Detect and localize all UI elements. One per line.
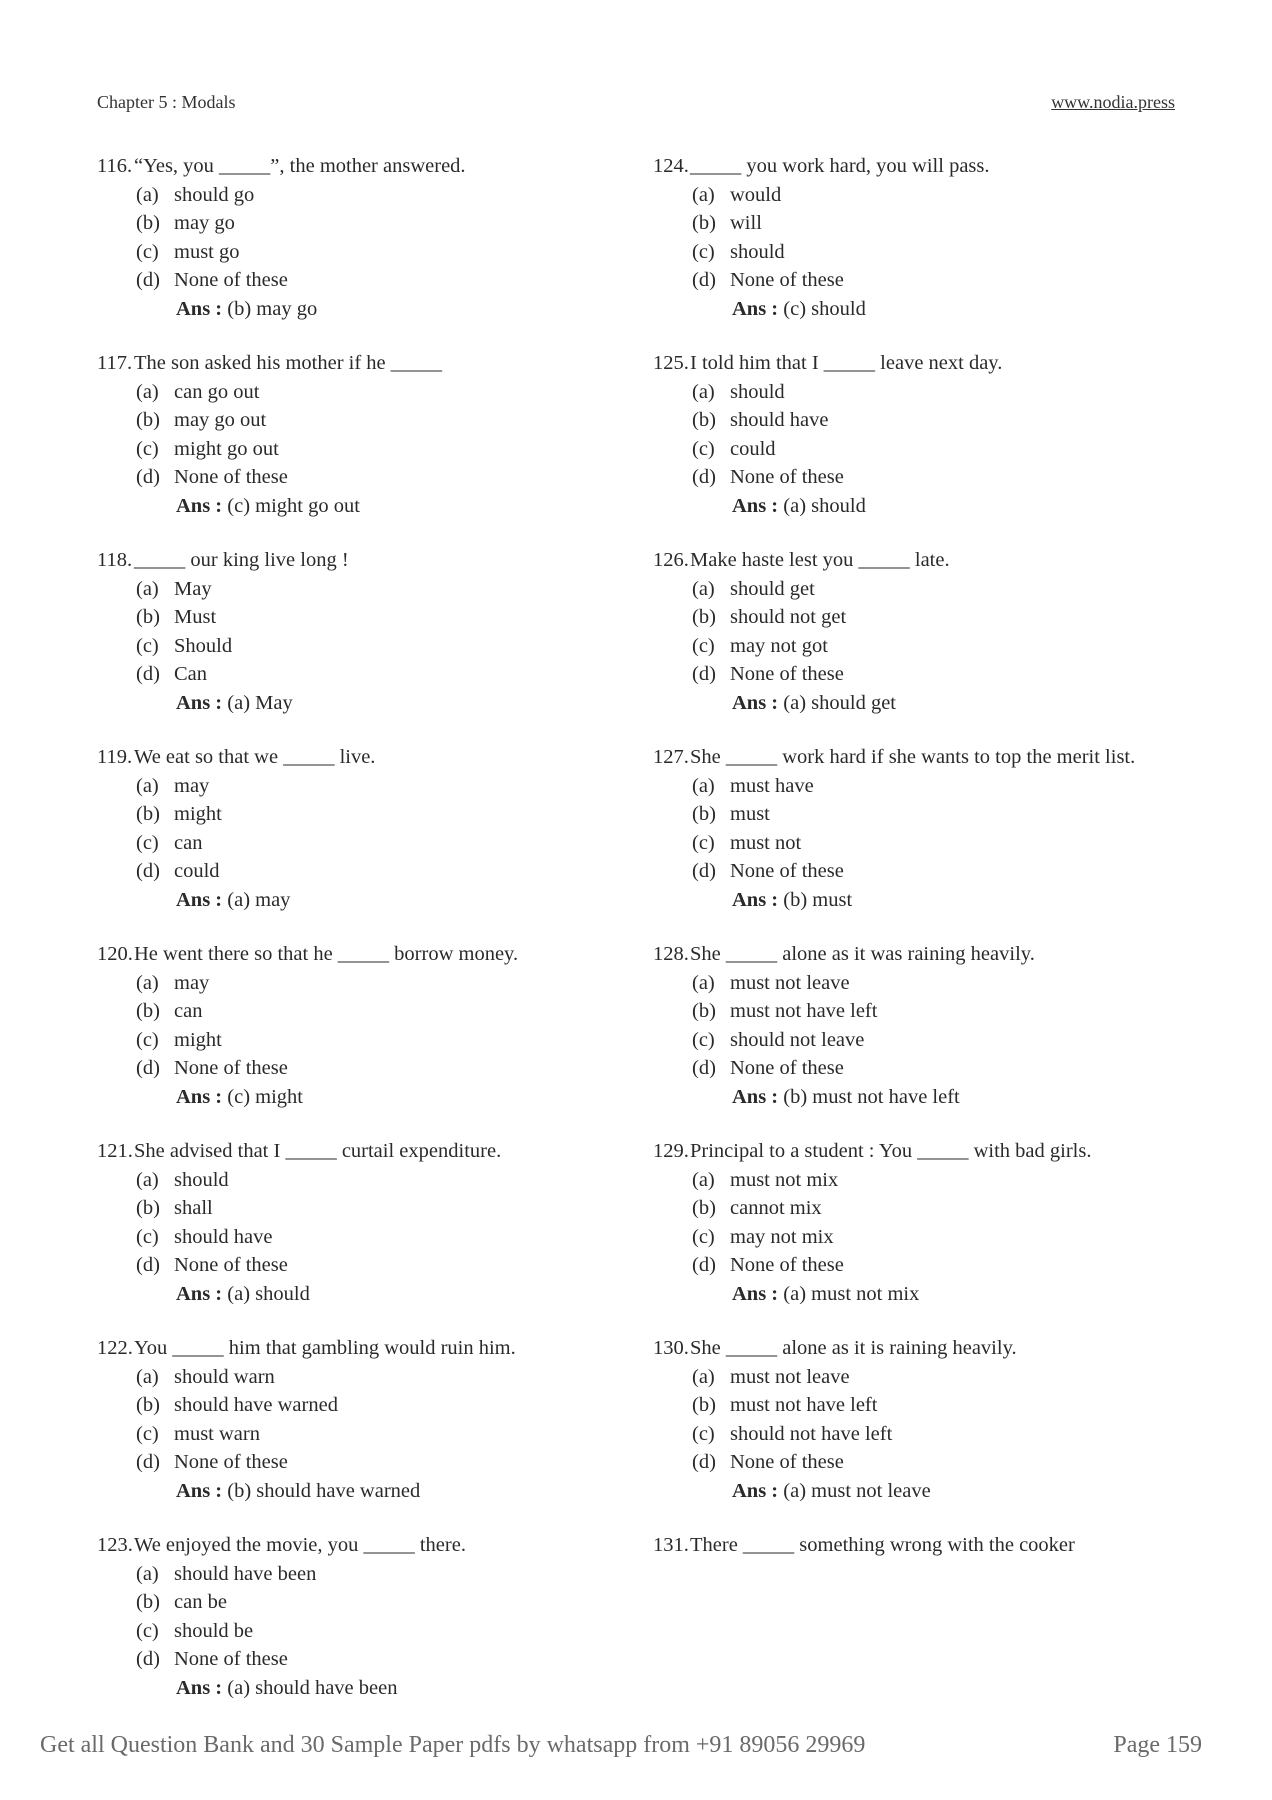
answer-text: (c) should <box>783 297 866 320</box>
answer-label: Ans : <box>176 1085 223 1108</box>
question-line <box>97 546 637 575</box>
option-letter: (c) <box>692 831 715 854</box>
option <box>653 1448 1185 1477</box>
option-text: should have warned <box>174 1394 338 1416</box>
option-text: could <box>174 860 220 882</box>
option-letter: (d) <box>692 1451 716 1473</box>
answer-line <box>97 689 637 718</box>
option-text: None of these <box>730 269 844 291</box>
option <box>653 1194 1185 1223</box>
question-number: 128. <box>653 943 689 965</box>
answer-label: Ans : <box>176 297 223 320</box>
question-number: 130. <box>653 1337 689 1359</box>
question-text: _____ our king live long ! <box>134 549 349 571</box>
option <box>653 406 1185 435</box>
option-letter: (c) <box>692 240 715 263</box>
answer-text: (a) should <box>783 494 866 517</box>
question-text: She _____ alone as it is raining heavily. <box>690 1337 1017 1359</box>
chapter-title: Chapter 5 : Modals <box>97 92 236 112</box>
option-letter: (c) <box>692 1028 715 1051</box>
answer-text: (a) should get <box>783 691 896 714</box>
option-text: may not got <box>730 634 828 657</box>
option-text: should not have left <box>730 1422 893 1445</box>
question-block <box>653 1334 1185 1505</box>
question-block <box>97 546 637 717</box>
answer-line <box>653 295 1185 324</box>
option-text: must not have left <box>730 1000 878 1022</box>
option <box>97 1194 637 1223</box>
option <box>97 181 637 210</box>
option-text: must go <box>174 240 240 263</box>
option-text: None of these <box>730 1057 844 1079</box>
answer-line <box>653 886 1185 915</box>
answer-line <box>653 492 1185 521</box>
option-letter: (a) <box>692 1365 715 1388</box>
question-block <box>97 349 637 520</box>
option-text: should <box>730 240 785 263</box>
question-line <box>653 349 1185 378</box>
option-letter: (a) <box>692 774 715 797</box>
option-text: May <box>174 577 212 600</box>
option-text: Must <box>174 606 217 628</box>
question-number: 121. <box>97 1140 133 1162</box>
option <box>97 463 637 492</box>
option-letter: (c) <box>136 437 159 460</box>
option-letter: (b) <box>136 606 160 628</box>
question-line <box>653 152 1185 181</box>
option-text: None of these <box>174 1451 288 1473</box>
option <box>97 969 637 998</box>
answer-text: (a) must not leave <box>783 1479 931 1502</box>
question-block <box>653 1137 1185 1308</box>
option-letter: (a) <box>692 577 715 600</box>
option-letter: (d) <box>136 860 160 882</box>
option-text: Should <box>174 634 233 657</box>
question-line <box>97 349 637 378</box>
question-text: She advised that I _____ curtail expenditure. <box>134 1140 502 1162</box>
question-line <box>97 940 637 969</box>
answer-line <box>97 1083 637 1112</box>
option-text: should go <box>174 183 255 206</box>
question-text: “Yes, you _____”, the mother answered. <box>134 155 466 177</box>
option-text: should <box>730 380 785 403</box>
option-letter: (c) <box>136 1619 159 1642</box>
option <box>653 238 1185 267</box>
option <box>653 1223 1185 1252</box>
left-column <box>97 152 637 1728</box>
answer-label: Ans : <box>732 1282 779 1305</box>
answer-label: Ans : <box>176 1282 223 1305</box>
option-letter: (a) <box>136 380 159 403</box>
option <box>653 772 1185 801</box>
option <box>97 772 637 801</box>
option-letter: (c) <box>136 634 159 657</box>
option-text: should not get <box>730 606 847 628</box>
question-line <box>653 743 1185 772</box>
option <box>97 1054 637 1083</box>
question-line <box>97 743 637 772</box>
question-line <box>97 1334 637 1363</box>
option <box>653 1251 1185 1280</box>
answer-line <box>97 1674 637 1703</box>
option-letter: (b) <box>692 803 716 825</box>
answer-text: (c) might go out <box>227 494 360 517</box>
answer-label: Ans : <box>732 1085 779 1108</box>
option <box>653 1166 1185 1195</box>
option <box>653 1391 1185 1420</box>
question-line <box>653 1531 1185 1560</box>
option-letter: (d) <box>692 269 716 291</box>
option-text: None of these <box>174 1254 288 1276</box>
question-number: 125. <box>653 352 689 374</box>
option <box>97 660 637 689</box>
option-letter: (b) <box>692 1197 716 1219</box>
option-text: None of these <box>730 860 844 882</box>
question-line <box>97 1137 637 1166</box>
option <box>653 829 1185 858</box>
option-text: cannot mix <box>730 1197 822 1219</box>
option-text: will <box>730 212 762 234</box>
option <box>653 1026 1185 1055</box>
option-letter: (d) <box>136 1451 160 1473</box>
question-number: 120. <box>97 943 133 965</box>
question-number: 124. <box>653 155 689 177</box>
question-number: 119. <box>97 746 133 768</box>
question-block <box>97 1137 637 1308</box>
answer-label: Ans : <box>732 1479 779 1502</box>
option-letter: (c) <box>692 1225 715 1248</box>
option <box>97 1645 637 1674</box>
question-number: 131. <box>653 1534 689 1556</box>
option <box>653 575 1185 604</box>
option-letter: (b) <box>692 1000 716 1022</box>
option <box>97 1166 637 1195</box>
option-text: may <box>174 971 210 994</box>
answer-text: (a) May <box>227 691 293 714</box>
option-text: can <box>174 1000 203 1022</box>
option-letter: (c) <box>692 634 715 657</box>
option-letter: (c) <box>136 831 159 854</box>
option-text: shall <box>174 1197 213 1219</box>
option-text: can <box>174 831 203 854</box>
option-letter: (b) <box>136 803 160 825</box>
option-text: None of these <box>730 1254 844 1276</box>
option-text: might <box>174 1028 222 1051</box>
option-letter: (c) <box>136 1422 159 1445</box>
option-letter: (b) <box>692 212 716 234</box>
option-text: may go <box>174 212 235 234</box>
option-letter: (d) <box>692 1057 716 1079</box>
option <box>653 181 1185 210</box>
option-text: might go out <box>174 437 279 460</box>
question-number: 117. <box>97 352 133 374</box>
answer-line <box>97 1477 637 1506</box>
question-text: _____ you work hard, you will pass. <box>690 155 990 177</box>
option-letter: (b) <box>136 1394 160 1416</box>
option <box>653 266 1185 295</box>
option-text: must not <box>730 831 802 854</box>
answer-label: Ans : <box>176 1479 223 1502</box>
option-text: could <box>730 437 776 460</box>
option-text: might <box>174 803 222 825</box>
option-text: must not have left <box>730 1394 878 1416</box>
option <box>97 997 637 1026</box>
answer-text: (b) must not have left <box>783 1085 960 1108</box>
option-text: would <box>730 183 782 206</box>
question-number: 126. <box>653 549 689 571</box>
option-letter: (d) <box>136 466 160 488</box>
option <box>97 378 637 407</box>
website-link[interactable]: www.nodia.press <box>1051 92 1175 112</box>
question-number: 116. <box>97 155 133 177</box>
option <box>97 266 637 295</box>
option <box>97 1363 637 1392</box>
question-line <box>653 940 1185 969</box>
option <box>653 660 1185 689</box>
answer-text: (a) may <box>227 888 291 911</box>
option <box>97 575 637 604</box>
question-number: 123. <box>97 1534 133 1556</box>
option <box>653 1363 1185 1392</box>
option-text: must have <box>730 774 814 797</box>
question-text: We eat so that we _____ live. <box>134 746 376 768</box>
option <box>97 1560 637 1589</box>
option-text: None of these <box>174 269 288 291</box>
option-text: should get <box>730 577 815 600</box>
option-letter: (b) <box>136 1591 160 1613</box>
answer-label: Ans : <box>732 297 779 320</box>
question-line <box>97 1531 637 1560</box>
answer-text: (b) may go <box>227 297 318 320</box>
option-letter: (d) <box>136 1057 160 1079</box>
question-block <box>97 1531 637 1702</box>
question-line <box>653 546 1185 575</box>
option-letter: (d) <box>136 1254 160 1276</box>
question-block <box>97 1334 637 1505</box>
option-letter: (d) <box>692 663 716 685</box>
answer-text: (a) should have been <box>227 1676 398 1699</box>
option-text: None of these <box>174 466 288 488</box>
option-text: None of these <box>174 1057 288 1079</box>
answer-text: (a) must not mix <box>783 1282 920 1305</box>
option-letter: (d) <box>692 466 716 488</box>
option-letter: (a) <box>136 774 159 797</box>
option <box>97 1448 637 1477</box>
question-text: She _____ work hard if she wants to top the merit list. <box>690 746 1136 768</box>
option <box>97 1223 637 1252</box>
answer-text: (b) must <box>783 888 853 911</box>
option-text: must not mix <box>730 1168 839 1191</box>
answer-text: (a) should <box>227 1282 310 1305</box>
answer-text: (b) should have warned <box>227 1479 421 1502</box>
answer-label: Ans : <box>732 691 779 714</box>
question-text: He went there so that he _____ borrow money. <box>134 943 519 965</box>
option-letter: (a) <box>136 577 159 600</box>
option-text: should warn <box>174 1365 275 1388</box>
option-text: may go out <box>174 409 267 431</box>
option <box>653 603 1185 632</box>
question-block <box>653 743 1185 914</box>
option <box>653 435 1185 464</box>
option-text: should be <box>174 1619 254 1642</box>
option-text: should have <box>174 1225 273 1248</box>
option <box>653 997 1185 1026</box>
option-letter: (b) <box>692 409 716 431</box>
question-text: There _____ something wrong with the cooker <box>690 1534 1075 1556</box>
option-letter: (d) <box>136 663 160 685</box>
option <box>97 1588 637 1617</box>
right-column <box>653 152 1185 1586</box>
option-letter: (a) <box>692 1168 715 1191</box>
option-letter: (a) <box>136 1168 159 1191</box>
option <box>97 800 637 829</box>
question-text: I told him that I _____ leave next day. <box>690 352 1003 374</box>
option-text: None of these <box>730 1451 844 1473</box>
page-number: Page 159 <box>1113 1732 1202 1758</box>
option <box>97 209 637 238</box>
question-block <box>653 1531 1185 1560</box>
answer-label: Ans : <box>176 1676 223 1699</box>
option-letter: (b) <box>692 606 716 628</box>
option <box>97 238 637 267</box>
option <box>653 378 1185 407</box>
option-letter: (a) <box>692 183 715 206</box>
option-letter: (a) <box>692 971 715 994</box>
option-text: may <box>174 774 210 797</box>
question-text: She _____ alone as it was raining heavily. <box>690 943 1035 965</box>
option-letter: (d) <box>692 1254 716 1276</box>
option-letter: (b) <box>136 409 160 431</box>
question-text: We enjoyed the movie, you _____ there. <box>134 1534 466 1556</box>
option-letter: (a) <box>136 1365 159 1388</box>
option-text: may not mix <box>730 1225 834 1248</box>
question-line <box>653 1334 1185 1363</box>
option-letter: (d) <box>692 860 716 882</box>
option <box>653 463 1185 492</box>
option-letter: (a) <box>136 971 159 994</box>
answer-line <box>97 295 637 324</box>
option <box>97 1026 637 1055</box>
option-text: None of these <box>730 466 844 488</box>
option-text: must not leave <box>730 971 850 994</box>
option-letter: (d) <box>136 269 160 291</box>
option-text: None of these <box>174 1648 288 1670</box>
option <box>653 857 1185 886</box>
answer-line <box>97 886 637 915</box>
option-text: Can <box>174 663 208 685</box>
question-block <box>653 940 1185 1111</box>
option <box>653 209 1185 238</box>
option-letter: (a) <box>692 380 715 403</box>
answer-line <box>653 1083 1185 1112</box>
option <box>653 1420 1185 1449</box>
question-text: Make haste lest you _____ late. <box>690 549 950 571</box>
option-letter: (c) <box>136 1225 159 1248</box>
option <box>653 1054 1185 1083</box>
answer-label: Ans : <box>732 888 779 911</box>
option <box>97 1391 637 1420</box>
question-block <box>653 546 1185 717</box>
option <box>653 800 1185 829</box>
option <box>97 406 637 435</box>
option <box>653 969 1185 998</box>
question-block <box>653 152 1185 323</box>
question-text: The son asked his mother if he _____ <box>134 352 443 374</box>
question-text: You _____ him that gambling would ruin him. <box>134 1337 516 1359</box>
option <box>97 829 637 858</box>
question-line <box>97 152 637 181</box>
option <box>97 632 637 661</box>
option-letter: (c) <box>692 1422 715 1445</box>
answer-line <box>653 689 1185 718</box>
question-line <box>653 1137 1185 1166</box>
option <box>97 1251 637 1280</box>
option-letter: (c) <box>136 1028 159 1051</box>
question-text: Principal to a student : You _____ with bad girls. <box>690 1140 1092 1162</box>
option-text: must warn <box>174 1422 260 1445</box>
option <box>97 857 637 886</box>
option <box>97 603 637 632</box>
answer-label: Ans : <box>176 691 223 714</box>
question-number: 122. <box>97 1337 133 1359</box>
option-text: should not leave <box>730 1028 865 1051</box>
option-text: can go out <box>174 380 260 403</box>
option-text: must <box>730 803 770 825</box>
option-letter: (b) <box>136 1197 160 1219</box>
option <box>97 1420 637 1449</box>
option-letter: (d) <box>136 1648 160 1670</box>
option-letter: (b) <box>136 1000 160 1022</box>
answer-text: (c) might <box>227 1085 303 1108</box>
option-letter: (a) <box>136 1562 159 1585</box>
option-letter: (c) <box>136 240 159 263</box>
option-text: can be <box>174 1591 227 1613</box>
question-number: 127. <box>653 746 689 768</box>
question-block <box>97 940 637 1111</box>
option <box>653 632 1185 661</box>
question-block <box>97 743 637 914</box>
answer-line <box>97 1280 637 1309</box>
answer-label: Ans : <box>732 494 779 517</box>
answer-label: Ans : <box>176 888 223 911</box>
answer-line <box>653 1280 1185 1309</box>
answer-label: Ans : <box>176 494 223 517</box>
option-letter: (c) <box>692 437 715 460</box>
option <box>97 435 637 464</box>
option-text: should <box>174 1168 229 1191</box>
question-block <box>653 349 1185 520</box>
option-letter: (b) <box>692 1394 716 1416</box>
answer-line <box>653 1477 1185 1506</box>
option-text: None of these <box>730 663 844 685</box>
footer-promo: Get all Question Bank and 30 Sample Paper pdfs by whatsapp from +91 89056 29969 <box>40 1732 866 1758</box>
option <box>97 1617 637 1646</box>
option-text: should have been <box>174 1562 317 1585</box>
question-number: 118. <box>97 549 133 571</box>
option-letter: (b) <box>136 212 160 234</box>
option-text: must not leave <box>730 1365 850 1388</box>
question-block <box>97 152 637 323</box>
question-number: 129. <box>653 1140 689 1162</box>
answer-line <box>97 492 637 521</box>
option-text: should have <box>730 409 829 431</box>
option-letter: (a) <box>136 183 159 206</box>
